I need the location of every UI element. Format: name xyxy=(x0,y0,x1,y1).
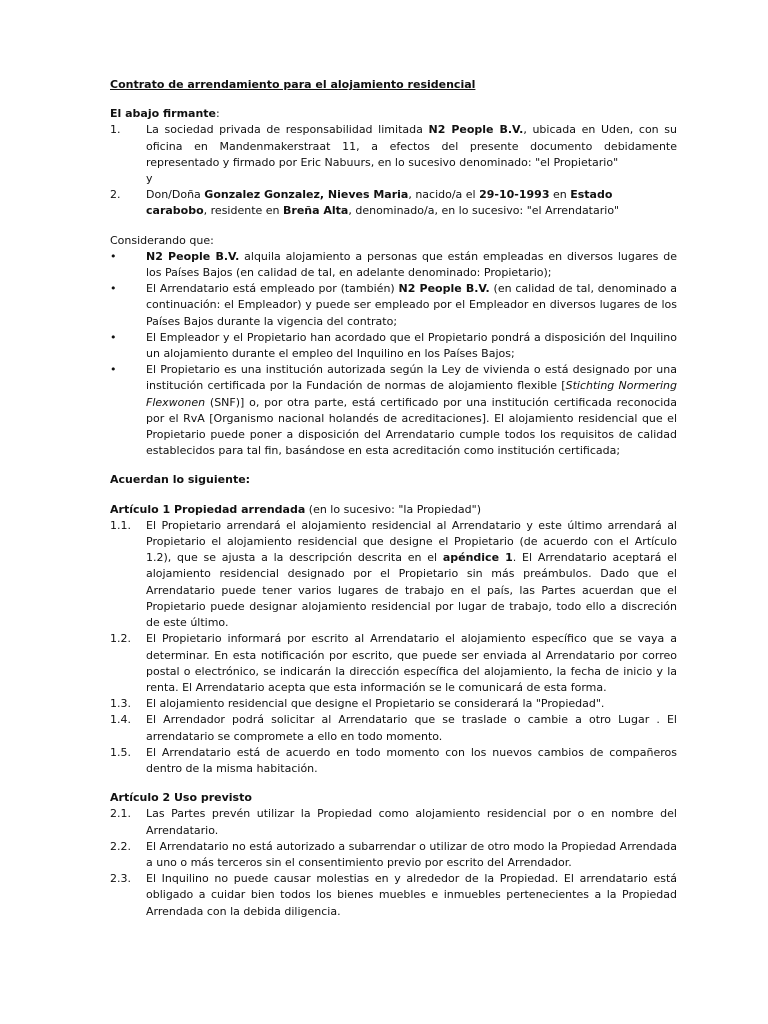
clause-1-4: 1.4. El Arrendador podrá solicitar al Arrendatario que se traslade o cambie a otro Lugar . El arrendatario se compromete a ello en todo momento. xyxy=(110,713,677,743)
clause-1-3: 1.3. El alojamiento residencial que designe el Propietario se considerará la "Propiedad". xyxy=(110,697,605,711)
clause-2-3: 2.3. El Inquilino no puede causar molestias en y alrededor de la Propiedad. El arrendatario está obligado a cuidar bien todos los bienes muebles e inmuebles pertenecientes a la Propiedad Arrendada con la debida diligencia. xyxy=(110,872,677,918)
contract-body xyxy=(110,77,677,933)
residence: Breña Alta xyxy=(283,204,349,218)
clause-2-2: 2.2. El Arrendatario no está autorizado a subarrendar o utilizar de otro modo la Propiedad Arrendada a uno o más terceros sin el consentimiento previo por escrito del Arrendador. xyxy=(110,839,677,869)
tenant-name: Gonzalez Gonzalez, Nieves Maria xyxy=(204,188,409,202)
birth-place: Estado carabobo xyxy=(146,188,613,218)
section-articulo-2 xyxy=(110,790,677,920)
section-firmante xyxy=(110,106,677,219)
company-name: N2 People B.V. xyxy=(428,123,524,137)
firmante-item-2: 2. Don/Doña Gonzalez Gonzalez, Nieves Maria, nacido/a el 29-10-1993 en Estado carabobo, residente en Breña Alta, denominado/a, en lo sucesivo: "el Arrendatario" xyxy=(110,188,620,218)
section-considerando xyxy=(110,233,677,460)
considerando-bullet-3: • El Empleador y el Propietario han acordado que el Propietario pondrá a disposición del Inquilino un alojamiento durante el empleo del Inquilino en los Países Bajos; xyxy=(110,330,677,361)
considerando-bullet-4: • El Propietario es una institución autorizada según la Ley de vivienda o está designado por una institución certificada por la Fundación de normas de alojamiento flexible [Stichting Normering Flexwonen (SNF)] o, por otra parte, está certificado por una institución certificada reconocida por el RvA [Organismo nacional holandés de acreditaciones]. El alojamiento residencial que el Propietario puede poner a disposición del Arrendatario cumple todos los requisitos de calidad establecidos para tal fin, basándose en esta acreditación como institución certificada; xyxy=(110,363,678,458)
firmante-item-1: 1. La sociedad privada de responsabilidad limitada N2 People B.V., ubicada en Uden, con su oficina en Mandenmakerstraat 11, a efectos del presente documento debidamente representado y firmado por Eric Nabuurs, en lo sucesivo denominado: "el Propietario" y xyxy=(110,123,677,186)
articulo-2-heading: Artículo 2 Uso previsto xyxy=(110,791,252,805)
clause-1-5: 1.5. El Arrendatario está de acuerdo en todo momento con los nuevos cambios de compañeros dentro de la misma habitación. xyxy=(110,745,677,775)
clause-1-1: 1.1. El Propietario arrendará el alojamiento residencial al Arrendatario y este último arrendará al Propietario el alojamiento residencial que designe el Propietario (de acuerdo con el Artículo 1.2), que se ajusta a la descripción descrita en el apéndice 1. El Arrendatario aceptará el alojamiento residencial designado por el Propietario sin más preámbulos. Dado que el Arrendatario puede tener varios lugares de trabajo en el país, las Partes acuerdan que el Propietario puede designar alojamiento residencial por lugar de trabajo, todo ello a discreción de este último. xyxy=(110,518,677,630)
acuerdan-heading: Acuerdan lo siguiente: xyxy=(110,473,251,487)
document-title: Contrato de arrendamiento para el alojamiento residencial xyxy=(110,78,476,91)
birth-date: 29-10-1993 xyxy=(479,188,550,202)
section-articulo-1 xyxy=(110,502,677,777)
clause-2-1: 2.1. Las Partes prevén utilizar la Propiedad como alojamiento residencial por o en nombre del Arrendatario. xyxy=(110,807,677,837)
articulo-1-heading: Artículo 1 Propiedad arrendada (en lo sucesivo: "la Propiedad") xyxy=(110,502,482,516)
considerando-heading: Considerando que: xyxy=(110,233,214,247)
clause-1-2: 1.2. El Propietario informará por escrito al Arrendatario el alojamiento específico que se vaya a determinar. En esta notificación por escrito, que puede ser enviada al Arrendatario por correo postal o electrónico, se indicarán la dirección específica del alojamiento, la fecha de inicio y la renta. El Arrendatario acepta que esta información se le comunicará de esta forma. xyxy=(110,632,677,694)
considerando-bullet-2: • El Arrendatario está empleado por (también) N2 People B.V. (en calidad de tal, denominado a continuación: el Empleador) y puede ser empleado por el Empleador en diversos lugares de los Países Bajos durante la vigencia del contrato; xyxy=(110,282,677,328)
firmante-heading: El abajo firmante: xyxy=(110,107,220,121)
considerando-bullet-1: • N2 People B.V. alquila alojamiento a personas que están empleadas en diversos lugares de los Países Bajos (en calidad de tal, en adelante denominado: Propietario); xyxy=(110,249,677,280)
